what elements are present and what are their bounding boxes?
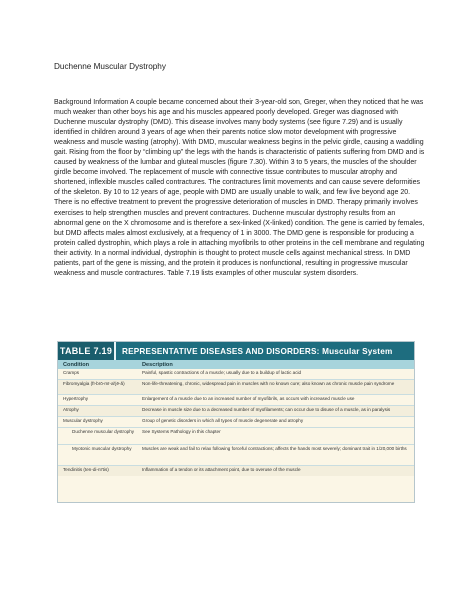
row-description: Group of genetic disorders in which all types of muscle degenerate and atrophy bbox=[142, 418, 304, 423]
table-row bbox=[58, 417, 414, 428]
document-title: Duchenne Muscular Dystrophy bbox=[54, 62, 166, 71]
row-condition: Muscular dystrophy bbox=[63, 418, 103, 423]
row-description: Decrease in muscle size due to a decreased number of myofilaments; can occur due to disuse of a muscle, as in paralysis bbox=[142, 407, 391, 412]
column-header-description: Description bbox=[142, 361, 173, 368]
table-row bbox=[58, 369, 414, 380]
document-body-paragraph: Background Information A couple became concerned about their 3-year-old son, Greger, when they noticed that he was much weaker than other boys his age and his muscles appeared poorly developed. Greger was diagnosed with Duchenne muscular dystrophy (DMD). This disease involves many body systems (see figure 7.29) and is usually identified in children around 3 years of age when their parents notice slow motor development with progressive weakness and muscle wasting (atrophy). With DMD, muscular weakness begins in the pelvic girdle, causing a waddling gait. Rising from the floor by “climbing up” the legs with the hands is characteristic of patients suffering from DMD and is caused by weakness of the lumbar and gluteal muscles (figure 7.30). Within 3 to 5 years, the muscles of the shoulder girdle become involved. The replacement of muscle with connective tissue contributes to muscular atrophy and shortened, inflexible muscles called contractures. The contractures limit movements and can cause severe deformities of the skeleton. By 10 to 12 years of age, people with DMD are usually unable to walk, and few live beyond age 20. There is no effective treatment to prevent the progressive deterioration of muscles in DMD. Therapy primarily involves exercises to help strengthen muscles and prevent contractures. Duchenne muscular dystrophy results from an abnormal gene on the X chromosome and is therefore a sex-linked (X-linked) condition. The gene is carried by females, but DMD affects males almost exclusively, at a frequency of 1 in 3000. The DMD gene is responsible for producing a protein called dystrophin, which plays a role in attaching myofibrils to other proteins in the cell membrane and regulating their activity. In a normal individual, dystrophin is thought to protect muscle cells against mechanical stress. In DMD patients, part of the gene is missing, and the protein it produces is nonfunctional, resulting in progressive muscular weakness and muscle contractures. Table 7.19 lists examples of other muscular system disorders. bbox=[54, 99, 425, 277]
table-row bbox=[58, 406, 414, 417]
table-row bbox=[58, 428, 414, 445]
table-row bbox=[58, 445, 414, 466]
row-condition: Cramps bbox=[63, 370, 80, 375]
table-row bbox=[58, 395, 414, 406]
row-description: Inflammation of a tendon or its attachment point, due to overuse of the muscle bbox=[142, 467, 301, 472]
row-description: Muscles are weak and fail to relax following forceful contractions; affects the hands most severely; dominant trait in 1/20,000 births bbox=[142, 446, 407, 451]
row-description: Painful, spastic contractions of a muscle; usually due to a buildup of lactic acid bbox=[142, 370, 302, 375]
row-condition: Atrophy bbox=[63, 407, 79, 412]
row-condition: Fibromyalgia (fī-brō-mī-al′jē-ă) bbox=[63, 381, 125, 386]
row-condition: Tendinitis (ten-di-nī′tis) bbox=[63, 467, 109, 472]
table-title: REPRESENTATIVE DISEASES AND DISORDERS: Muscular System bbox=[122, 346, 393, 356]
row-condition: Hypertrophy bbox=[63, 396, 89, 401]
table-header-bar bbox=[58, 342, 414, 360]
table-row bbox=[58, 380, 414, 395]
row-description: See Systems Pathology in this chapter bbox=[142, 429, 221, 434]
row-condition: Duchenne muscular dystrophy bbox=[72, 429, 135, 434]
table-number: TABLE 7.19 bbox=[58, 342, 116, 360]
column-header-condition: Condition bbox=[63, 361, 90, 368]
row-condition: Myotonic muscular dystrophy bbox=[72, 446, 132, 451]
table-body bbox=[58, 369, 414, 476]
disorders-table bbox=[57, 341, 415, 503]
row-description: Non-life-threatening, chronic, widespread pain in muscles with no known cure; also known as chronic muscle pain syndrome bbox=[142, 381, 395, 386]
table-column-headers bbox=[58, 360, 414, 369]
row-description: Enlargement of a muscle due to an increased number of myofibrils, as occurs with increased muscle use bbox=[142, 396, 355, 401]
table-row bbox=[58, 466, 414, 476]
